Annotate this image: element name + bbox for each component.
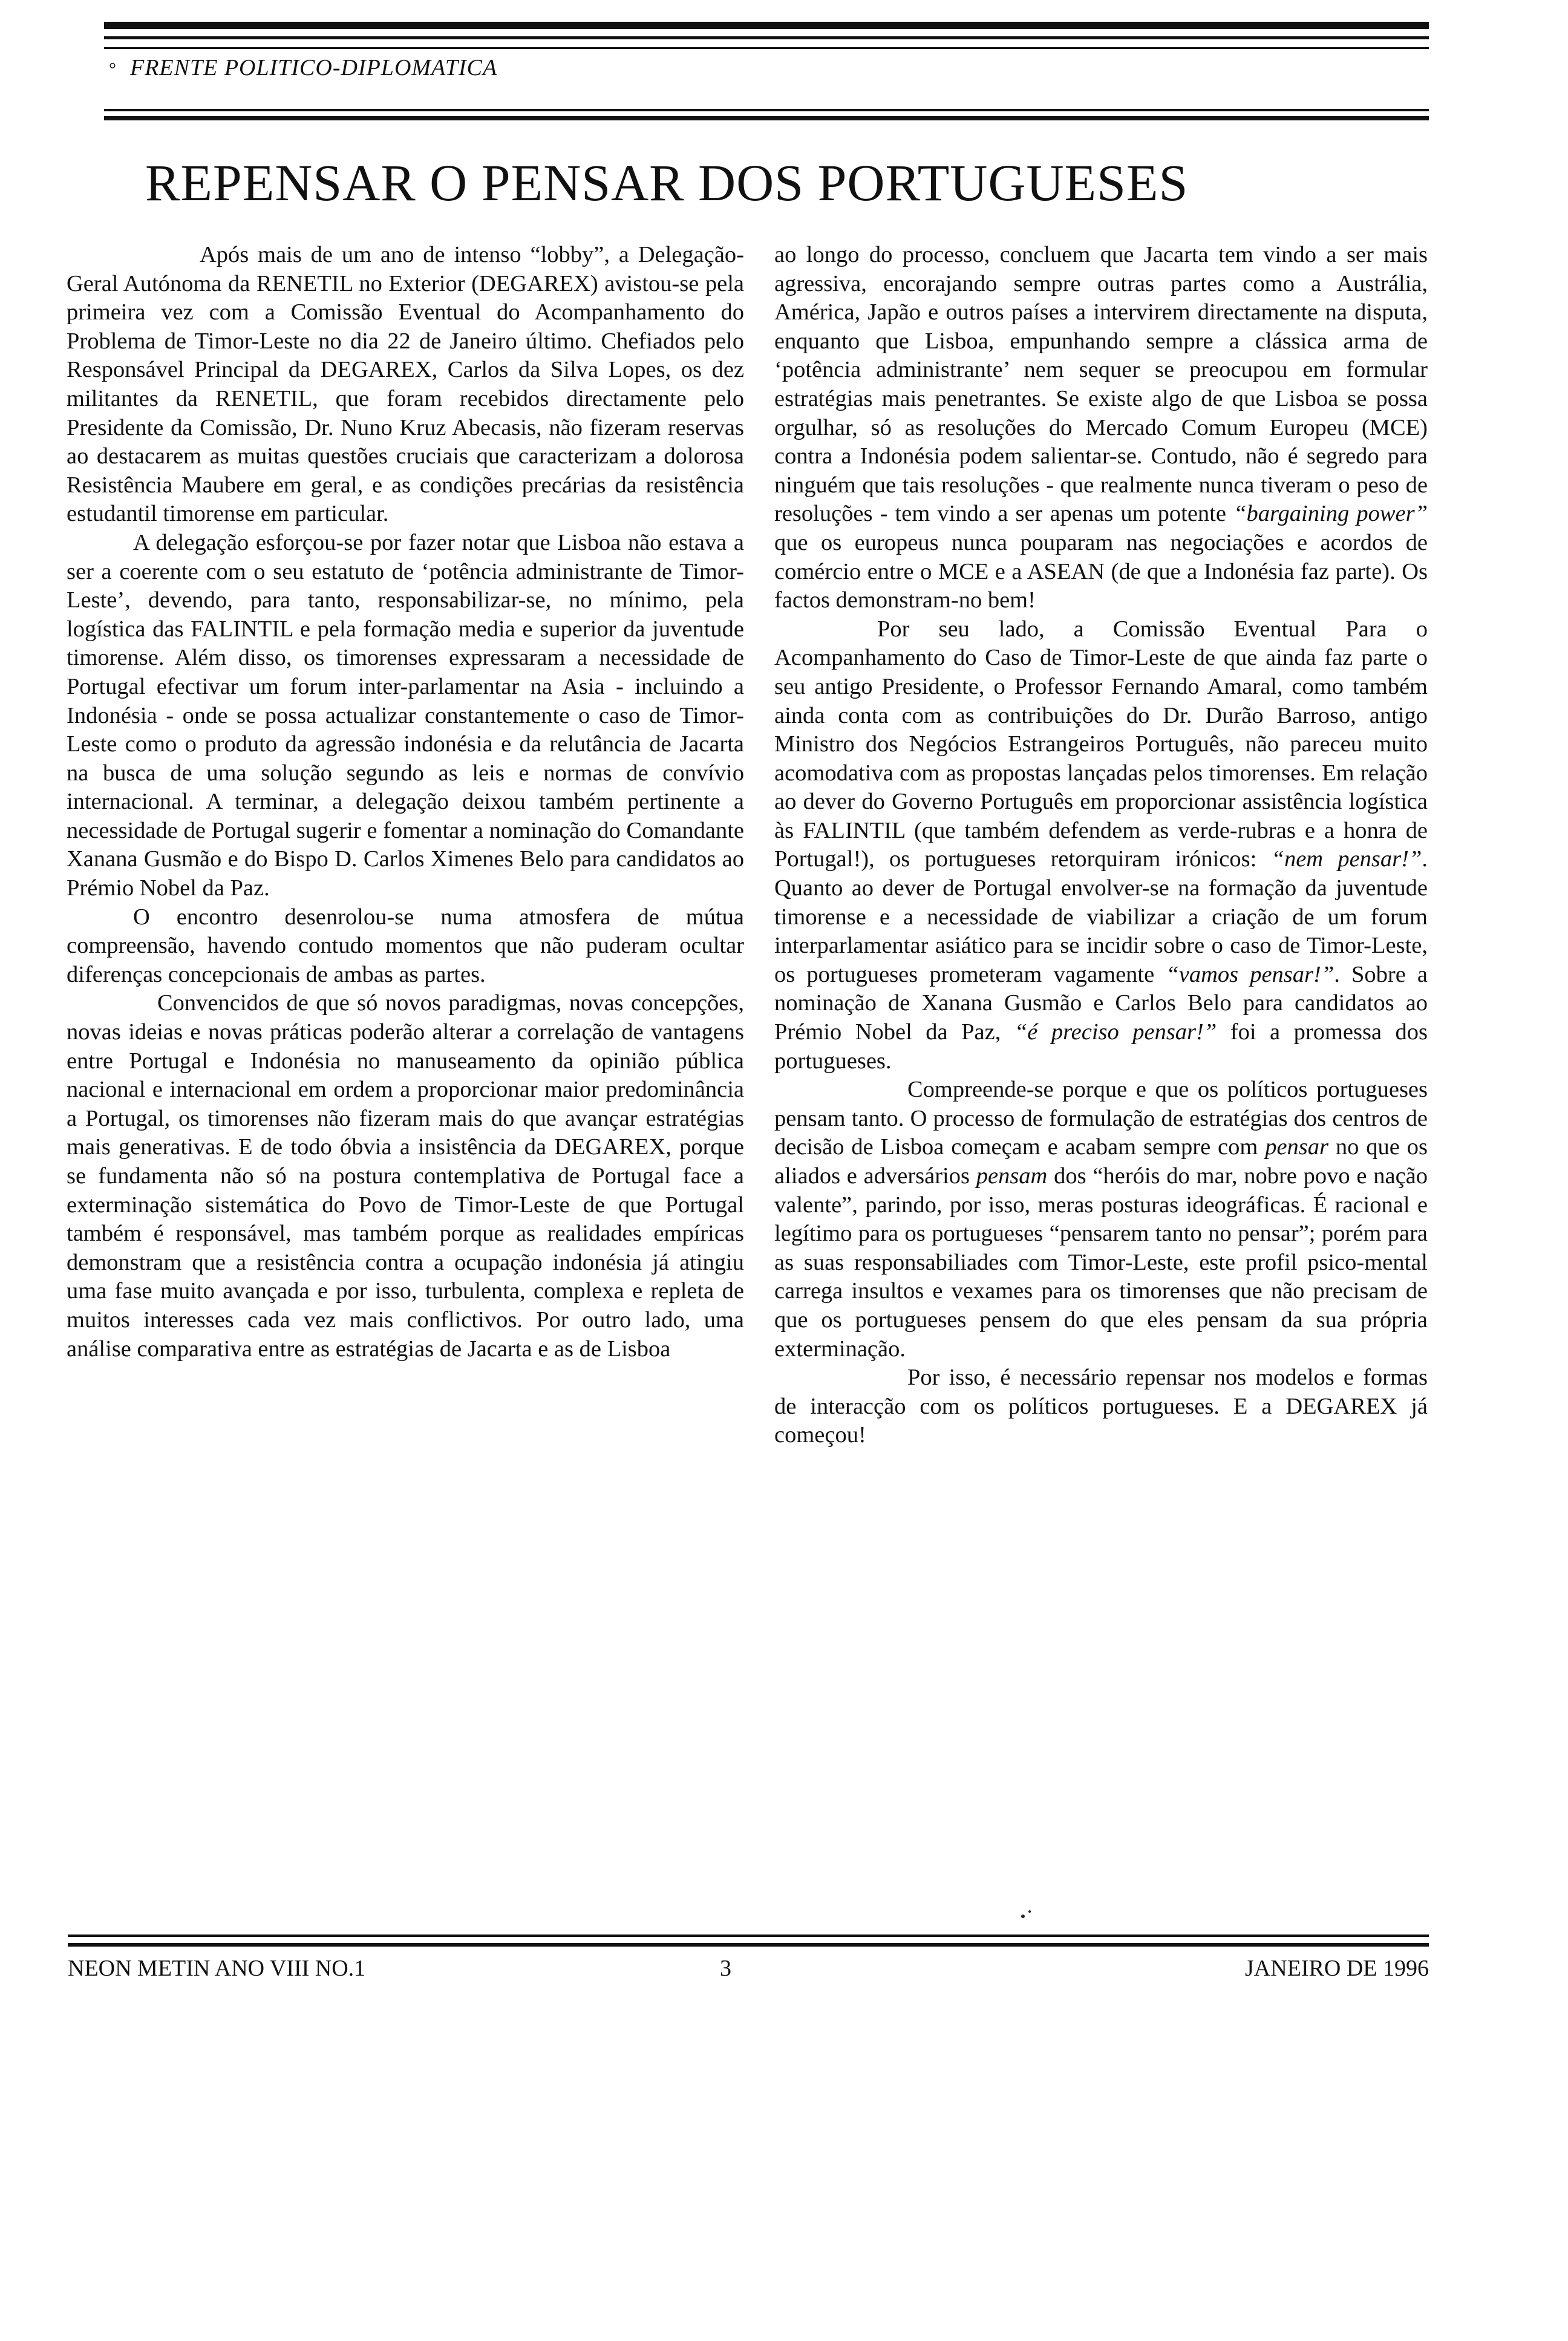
article-paragraph: Convencidos de que só novos paradigmas, novas concepções, novas ideias e novas práticas poderão alterar a correlação de vantagens entre Portugal e Indonésia no manuseamento da opinião pública nacional e internacional em ordem a proporcionar maior predominância a Portugal, os timorenses não fizeram mais do que avançar estratégias mais generativas. E de todo óbvia a insistência da DEGAREX, porque se fundamenta não só na postura contemplativa de Portugal face a exterminação sistemática do Povo de Timor-Leste de que Portugal também é responsável, mas também porque as realidades empíricas demonstram que a resistência contra a ocupação indonésia já atingiu uma fase muito avançada e por isso, turbulenta, complexa e repleta de muitos interesses cada vez mais conflictivos. Por outro lado, uma análise comparativa entre as estratégias de Jacarta e as de Lisboa <box>67 990 744 1362</box>
footer-page-number: 3 <box>720 1956 731 1981</box>
paragraph-text: dos “heróis do mar, nobre povo e nação valente”, parindo, por isso, meras posturas ideográficas. É racional e legítimo para os portugueses “pensarem tanto no pensar”; porém para as suas responsabiliades com Timor-Leste, este profil psico-mental carrega insultos e vexames para os timorenses que não precisam de que os portugueses pensem do que eles pensam da sua própria exterminação. <box>774 1163 1428 1362</box>
section-label <box>109 54 497 81</box>
article-paragraph: Após mais de um ano de intenso “lobby”, a Delegação-Geral Autónoma da RENETIL no Exterior (DEGAREX) avistou-se pela primeira vez com a Comissão Eventual do Acompanhamento do Problema de Timor-Leste no dia 22 de Janeiro último. Chefiados pelo Responsável Principal da DEGAREX, Carlos da Silva Lopes, os dez militantes da RENETIL, que foram recebidos directamente pelo Presidente da Comissão, Dr. Nuno Kruz Abecasis, não fizeram reservas ao destacarem as muitas questões cruciais que caracterizam a dolorosa Resistência Maubere em geral, e as condições precárias da resistência estudantil timorense em particular. <box>67 242 744 527</box>
emphasis-text: “nem pensar!” <box>1271 846 1422 872</box>
scan-speck <box>1028 1910 1031 1913</box>
article-paragraph: A delegação esforçou-se por fazer notar que Lisboa não estava a ser a coerente com o seu estatuto de ‘potência administrante de Timor-Leste’, devendo, para tanto, responsabilizar-se, no mínimo, pela logística das FALINTIL e pela formação media e superior da juventude timorense. Além disso, os timorenses expressaram a necessidade de Portugal efectivar um forum inter-parlamentar na Asia - incluindo a Indonésia - onde se possa actualizar constantemente o caso de Timor-Leste como o produto da agressão indonésia e da relutância de Jacarta na busca de uma solução segundo as leis e normas de convívio internacional. A terminar, a delegação deixou também pertinente a necessidade de Portugal sugerir e fomentar a nominação do Comandante Xanana Gusmão e do Bispo D. Carlos Ximenes Belo para candidatos ao Prémio Nobel da Paz. <box>67 529 744 901</box>
bullet-icon: ° <box>109 59 117 79</box>
article-paragraph <box>774 241 1428 615</box>
article-column-right <box>774 241 1428 1450</box>
article-paragraph: O encontro desenrolou-se numa atmosfera de mútua compreensão, havendo contudo momentos que não puderam ocultar diferenças concepcionais de ambas as partes. <box>67 904 744 987</box>
article-headline: REPENSAR O PENSAR DOS PORTUGUESES <box>145 154 1189 212</box>
article-paragraph <box>774 615 1428 1076</box>
section-rule <box>104 116 1429 120</box>
emphasis-text: “vamos pensar!” <box>1166 961 1334 987</box>
article-paragraph <box>774 1076 1428 1363</box>
paragraph-text: que os europeus nunca pouparam nas negociações e acordos de comércio entre o MCE e a ASEAN (de que a Indonésia faz parte). Os factos demonstram-no bem! <box>774 529 1428 613</box>
article-paragraph: Por isso, é necessário repensar nos modelos e formas de interacção com os políticos portugueses. E a DEGAREX já começou! <box>774 1365 1428 1448</box>
section-label-text: FRENTE POLITICO-DIPLOMATICA <box>130 55 498 80</box>
paragraph-text: Por seu lado, a Comissão Eventual Para o Acompanhamento do Caso de Timor-Leste de que ainda faz parte o seu antigo Presidente, o Professor Fernando Amaral, como também ainda conta com as contribuições do Dr. Durão Barroso, antigo Ministro dos Negócios Estrangeiros Português, não pareceu muito acomodativa com as propostas lançadas pelos timorenses. Em relação ao dever do Governo Português em proporcionar assistência logística às FALINTIL (que também defendem as verde-rubras e a honra de Portugal!), os portugueses retorquiram irónicos: <box>774 616 1428 872</box>
emphasis-text: pensar <box>1265 1134 1329 1160</box>
header-rule <box>104 22 1429 29</box>
emphasis-text: pensam <box>976 1163 1048 1189</box>
paragraph-text: no que os aliados e adversários <box>774 1134 1428 1189</box>
paragraph-text: ao longo do processo, concluem que Jacarta tem vindo a ser mais agressiva, encorajando sempre outras partes como a Austrália, América, Japão e outros países a intervirem directamente na disputa, enquanto que Lisboa, empunhando sempre a clássica arma de ‘potência administrante’ nem sequer se preocupou em formular estratégias mais penetrantes. Se existe algo de que Lisboa se possa orgulhar, só as resoluções do Mercado Comum Europeu (MCE) contra a Indonésia podem salientar-se. Contudo, não é segredo para ninguém que tais resoluções - que realmente nunca tiveram o peso de resoluções - tem vindo a ser apenas um potente <box>774 242 1428 527</box>
section-rule <box>104 109 1429 111</box>
scan-speck <box>1021 1915 1025 1918</box>
paragraph-text: foi a promessa dos portugueses. <box>774 1019 1428 1074</box>
emphasis-text: “bargaining power” <box>1233 501 1428 527</box>
footer-rule <box>68 1943 1429 1947</box>
footer-rule <box>68 1935 1429 1937</box>
emphasis-text: “é preciso pensar!” <box>1014 1019 1217 1045</box>
article-column-left <box>67 241 744 1363</box>
footer-publication: NEON METIN ANO VIII NO.1 <box>68 1956 366 1981</box>
paragraph-text: . Sobre a nominação de Xanana Gusmão e Carlos Belo para candidatos ao Prémio Nobel da Paz, <box>774 961 1428 1045</box>
footer-date: JANEIRO DE 1996 <box>1245 1956 1429 1981</box>
paragraph-text: . Quanto ao dever de Portugal envolver-se na formação da juventude timorense e a necessidade de viabilizar a criação de um forum interparlamentar asiático para se incidir sobre o caso de Timor-Leste, os portugueses prometeram vagamente <box>774 846 1428 987</box>
header-rule <box>104 36 1429 39</box>
paragraph-text: Compreende-se porque e que os políticos portugueses pensam tanto. O processo de formulação de estratégias dos centros de decisão de Lisboa começam e acabam sempre com <box>774 1077 1428 1160</box>
header-rule <box>104 47 1429 49</box>
